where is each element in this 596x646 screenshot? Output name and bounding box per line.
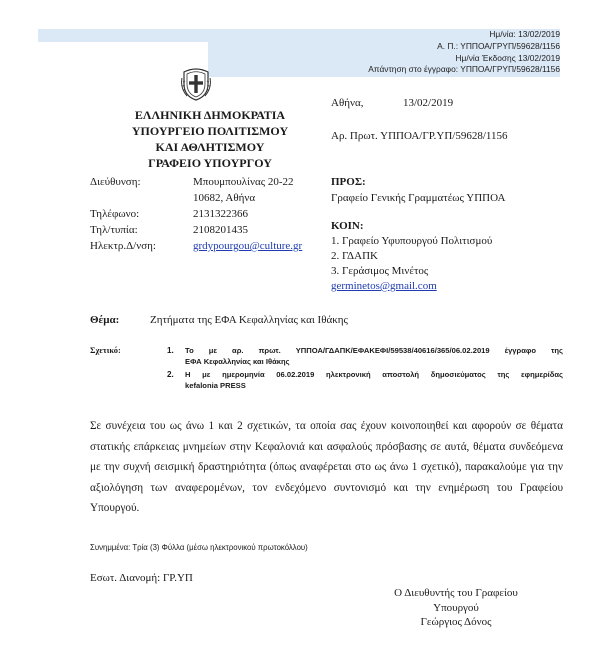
header-ministry: ΥΠΟΥΡΓΕΙΟ ΠΟΛΙΤΙΣΜΟΥ xyxy=(131,124,289,138)
related-label: Σχετικό: xyxy=(90,346,121,355)
related-item-text: Το με αρ. πρωτ. ΥΠΠΟΑ/ΓΔΑΠΚ/ΕΦΑΚΕΦΙ/59538/40616/365/06.02.2019 έγγραφο της xyxy=(185,346,563,355)
signature-title: Ο Διευθυντής του Γραφείου xyxy=(394,587,518,599)
related-item-number: 2. xyxy=(167,370,174,379)
place: Αθήνα, xyxy=(331,97,364,109)
fax-label: Τηλ/τυπία: xyxy=(90,224,138,236)
address-label: Διεύθυνση: xyxy=(90,176,141,188)
email-label: Ηλεκτρ.Δ/νση: xyxy=(90,240,156,252)
subject-text: Ζητήματα της ΕΦΑ Κεφαλληνίας και Ιθάκης xyxy=(150,314,348,326)
to-label: ΠΡΟΣ: xyxy=(331,176,366,188)
internal-distribution: Εσωτ. Διανομή: ΓΡ.ΥΠ xyxy=(90,572,193,584)
email-link[interactable]: grdypourgou@culture.gr xyxy=(193,240,303,252)
metadata-highlight-left xyxy=(38,29,208,42)
address-line1: Μπουμπουλίνας 20-22 xyxy=(193,176,294,188)
attachments-note: Συνημμένα: Τρία (3) Φύλλα (μέσω ηλεκτρονικού πρωτοκόλλου) xyxy=(90,543,308,552)
signature-title-cont: Υπουργού xyxy=(433,601,479,614)
cc-email-link[interactable]: germinetos@gmail.com xyxy=(331,280,437,292)
fax-value: 2108201435 xyxy=(193,224,248,236)
coat-of-arms-icon xyxy=(181,66,211,102)
phone-label: Τηλέφωνο: xyxy=(90,208,140,220)
subject-label: Θέμα: xyxy=(90,314,120,326)
phone-value: 2131322366 xyxy=(193,208,248,220)
cc-item: 2. ΓΔΑΠΚ xyxy=(331,250,378,262)
signature-name: Γεώργιος Δόνος xyxy=(420,616,492,628)
header-office: ΓΡΑΦΕΙΟ ΥΠΟΥΡΓΟΥ xyxy=(148,156,272,170)
related-item-number: 1. xyxy=(167,346,174,355)
document-date: 13/02/2019 xyxy=(403,97,454,109)
address-line2: 10682, Αθήνα xyxy=(193,192,256,204)
protocol-number: Αρ. Πρωτ. ΥΠΠΟΑ/ΓΡ.ΥΠ/59628/1156 xyxy=(331,130,508,142)
related-item-text: Η με ημερομηνία 06.02.2019 ηλεκτρονική αποστολή δημοσιεύματος της εφημερίδας xyxy=(185,370,563,379)
page-top-edge xyxy=(0,0,596,6)
cc-item: 1. Γραφείο Υφυπουργού Πολιτισμού xyxy=(331,235,493,247)
metadata-box xyxy=(368,29,560,76)
related-item-text-cont: kefalonia PRESS xyxy=(185,381,246,390)
cc-label: ΚΟΙΝ: xyxy=(331,220,364,232)
metadata-protocol: Α. Π.: ΥΠΠΟΑ/ΓΡΥΠ/59628/1156 xyxy=(437,40,560,51)
cc-item: 3. Γεράσιμος Μινέτος xyxy=(331,265,429,277)
body-paragraph: Σε συνέχεια του ως άνω 1 και 2 σχετικών, τα οποία σας έχουν κοινοποιηθεί και αφορούν σε θέματα στατικής επάρκειας μνημείων στην Κεφαλονιά και ασφαλούς πρόσβασης σε αυτά, θέματα συνδεόμενα με την συχνή σεισμική δραστηριότητα (όπως αναφέρεται στο ως άνω 1 σχετικό), παρακαλούμε για την αξιολόγηση των αναφερομένων, τον ενδεχόμενο συντονισμό και την ενημέρωση του Γραφείου Υπουργού. xyxy=(90,420,563,515)
metadata-reply-to: Απάντηση στο έγγραφο: ΥΠΠΟΑ/ΓΡΥΠ/59628/1156 xyxy=(368,64,560,75)
header-ministry-sports: ΚΑΙ ΑΘΛΗΤΙΣΜΟΥ xyxy=(155,140,265,154)
metadata-date: Ημ/νία: 13/02/2019 xyxy=(489,29,560,39)
related-item-text-cont: ΕΦΑ Κεφαλληνίας και Ιθάκης xyxy=(185,357,290,366)
page-left-edge xyxy=(0,0,18,646)
signature-block xyxy=(366,586,546,630)
metadata-issue-date: Ημ/νία Έκδοσης 13/02/2019 xyxy=(455,52,560,63)
header-republic: ΕΛΛΗΝΙΚΗ ΔΗΜΟΚΡΑΤΙΑ xyxy=(134,108,286,122)
to-recipient: Γραφείο Γενικής Γραμματέως ΥΠΠΟΑ xyxy=(331,192,506,204)
